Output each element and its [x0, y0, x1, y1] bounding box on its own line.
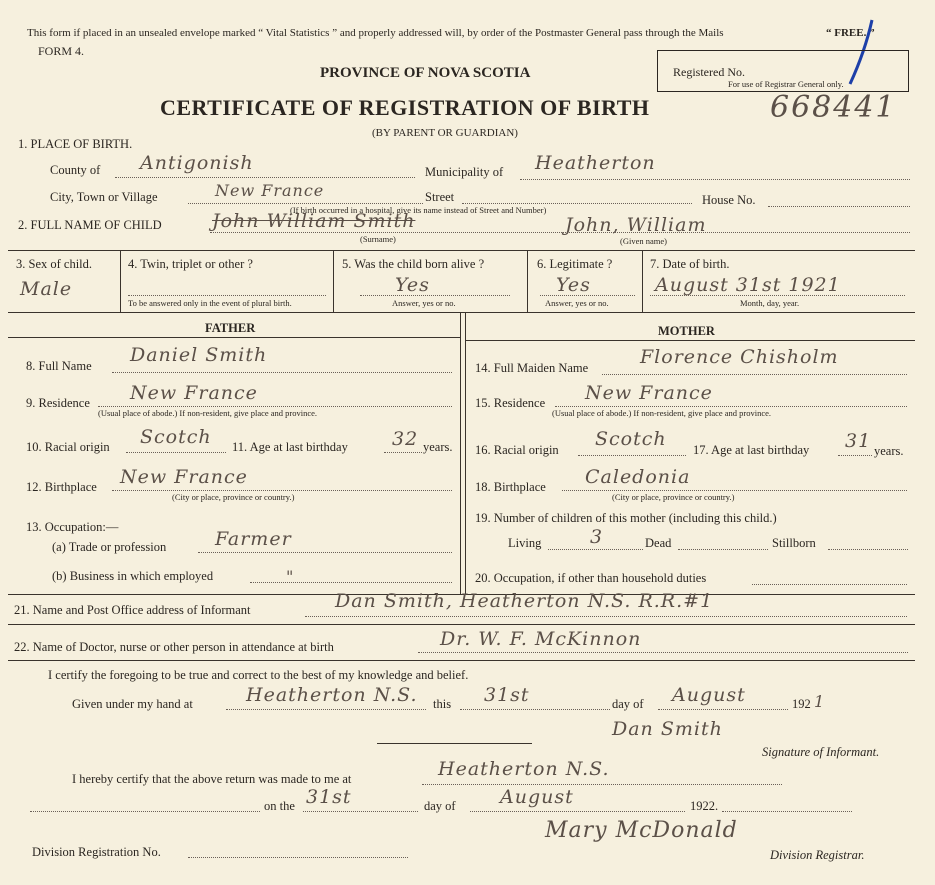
registered-number-box — [657, 50, 909, 92]
form-number: FORM 4. — [38, 44, 85, 58]
alive-value: Yes — [395, 274, 430, 296]
father-birthplace-label: 12. Birthplace — [26, 480, 97, 494]
father-heading: FATHER — [205, 321, 256, 335]
mother-birthplace-note: (City or place, province or country.) — [612, 492, 735, 502]
father-residence-value: New France — [130, 382, 258, 404]
registrar-signature: Mary McDonald — [545, 818, 738, 843]
on-the-label: on the — [264, 799, 295, 813]
birth-date-value: August 31st 1921 — [655, 274, 841, 296]
father-age-years: years. — [423, 440, 453, 454]
given-name-value: John, William — [565, 214, 707, 236]
mother-racial-label: 16. Racial origin — [475, 443, 559, 457]
father-age-label: 11. Age at last birthday — [232, 440, 348, 454]
alive-label: 5. Was the child born alive ? — [342, 257, 485, 271]
surname-label: (Surname) — [360, 234, 396, 244]
certify-statement: I certify the foregoing to be true and correct to the best of my knowledge and belief. — [48, 668, 469, 682]
alive-note: Answer, yes or no. — [392, 298, 456, 308]
informant-label: 21. Name and Post Office address of Informant — [14, 603, 251, 617]
street-label: Street — [425, 190, 455, 204]
mother-heading: MOTHER — [658, 324, 715, 338]
mother-residence-value: New France — [585, 382, 713, 404]
children-count-label: 19. Number of children of this mother (including this child.) — [475, 511, 777, 525]
given-year-prefix: 192 — [792, 697, 811, 711]
father-residence-note: (Usual place of abode.) If non-resident, give place and province. — [98, 408, 318, 418]
mother-age-label: 17. Age at last birthday — [693, 443, 810, 457]
mother-residence-label: 15. Residence — [475, 396, 546, 410]
registered-note: For use of Registrar General only. — [728, 79, 844, 89]
business-value: " — [286, 567, 295, 586]
informant-value: Dan Smith, Heatherton N.S. R.R.#1 — [335, 590, 714, 612]
mother-residence-note: (Usual place of abode.) If non-resident, give place and province. — [552, 408, 772, 418]
mother-birthplace-label: 18. Birthplace — [475, 480, 546, 494]
twin-label: 4. Twin, triplet or other ? — [128, 257, 253, 271]
certificate-title: CERTIFICATE OF REGISTRATION OF BIRTH — [160, 95, 650, 120]
birth-date-note: Month, day, year. — [740, 298, 800, 308]
father-birthplace-note: (City or place, province or country.) — [172, 492, 295, 502]
father-residence-label: 9. Residence — [26, 396, 90, 410]
living-value: 3 — [590, 526, 604, 548]
trade-label: (a) Trade or profession — [52, 540, 167, 554]
given-year-digit: 1 — [814, 692, 826, 711]
city-label: City, Town or Village — [50, 190, 158, 204]
mother-name-value: Florence Chisholm — [640, 346, 839, 368]
given-place-value: Heatherton N.S. — [246, 684, 418, 706]
legitimate-label: 6. Legitimate ? — [537, 257, 613, 271]
legitimate-value: Yes — [556, 274, 591, 296]
given-under-label: Given under my hand at — [72, 697, 193, 711]
mother-age-value: 31 — [845, 430, 872, 452]
registrar-day-value: 31st — [306, 786, 352, 808]
father-age-value: 32 — [392, 428, 419, 450]
dead-label: Dead — [645, 536, 672, 550]
father-racial-value: Scotch — [140, 426, 212, 448]
mother-name-label: 14. Full Maiden Name — [475, 361, 589, 375]
struck-child-name: John William Smith — [212, 210, 416, 232]
city-value: New France — [215, 181, 325, 200]
mailing-notice: This form if placed in an unsealed envelope marked “ Vital Statistics ” and properly addressed will, by order of the Postmaster General pass through the Mails — [27, 27, 724, 39]
registrar-place-value: Heatherton N.S. — [438, 758, 610, 780]
county-label: County of — [50, 163, 101, 177]
given-name-label: (Given name) — [620, 236, 667, 246]
occupation-label: 13. Occupation:— — [26, 520, 119, 534]
registrar-title: Division Registrar. — [770, 848, 865, 862]
mother-racial-value: Scotch — [595, 428, 667, 450]
division-registration-label: Division Registration No. — [32, 845, 161, 859]
legitimate-note: Answer, yes or no. — [545, 298, 609, 308]
father-name-value: Daniel Smith — [130, 344, 268, 366]
province-heading: PROVINCE OF NOVA SCOTIA — [320, 65, 531, 81]
county-value: Antigonish — [140, 152, 254, 174]
living-label: Living — [508, 536, 542, 550]
twin-note: To be answered only in the event of plural birth. — [128, 298, 292, 308]
registered-label: Registered No. — [673, 65, 745, 79]
municipality-label: Municipality of — [425, 165, 504, 179]
child-name-label: 2. FULL NAME OF CHILD — [18, 218, 162, 232]
given-day-of-label: day of — [612, 697, 644, 711]
registrar-day-of-label: day of — [424, 799, 456, 813]
given-month-value: August — [672, 684, 746, 706]
given-day-value: 31st — [484, 684, 530, 706]
sex-value: Male — [20, 278, 73, 300]
hospital-note: (If birth occurred in a hospital, give its name instead of Street and Number) — [290, 205, 547, 215]
doctor-value: Dr. W. F. McKinnon — [440, 628, 642, 650]
mother-age-years: years. — [874, 444, 904, 458]
informant-signature: Dan Smith — [612, 718, 723, 740]
house-label: House No. — [702, 193, 756, 207]
birth-date-label: 7. Date of birth. — [650, 257, 730, 271]
registrar-month-value: August — [500, 786, 574, 808]
father-racial-label: 10. Racial origin — [26, 440, 110, 454]
municipality-value: Heatherton — [535, 152, 656, 174]
certificate-subtitle: (BY PARENT OR GUARDIAN) — [372, 127, 518, 139]
doctor-label: 22. Name of Doctor, nurse or other person in attendance at birth — [14, 640, 334, 654]
certificate-number: 668441 — [770, 90, 897, 125]
stillborn-label: Stillborn — [772, 536, 816, 550]
trade-value: Farmer — [215, 528, 292, 550]
mother-occupation-label: 20. Occupation, if other than household duties — [475, 571, 707, 585]
place-of-birth-label: 1. PLACE OF BIRTH. — [18, 137, 133, 151]
mailing-free: “ FREE. ” — [826, 27, 875, 39]
sex-label: 3. Sex of child. — [16, 257, 93, 271]
registrar-statement: I hereby certify that the above return was made to me at — [72, 772, 352, 786]
this-label: this — [433, 697, 452, 711]
registrar-year: 1922. — [690, 799, 719, 813]
business-label: (b) Business in which employed — [52, 569, 214, 583]
mother-birthplace-value: Caledonia — [585, 466, 691, 488]
informant-signature-label: Signature of Informant. — [762, 745, 880, 759]
father-name-label: 8. Full Name — [26, 359, 92, 373]
father-birthplace-value: New France — [120, 466, 248, 488]
